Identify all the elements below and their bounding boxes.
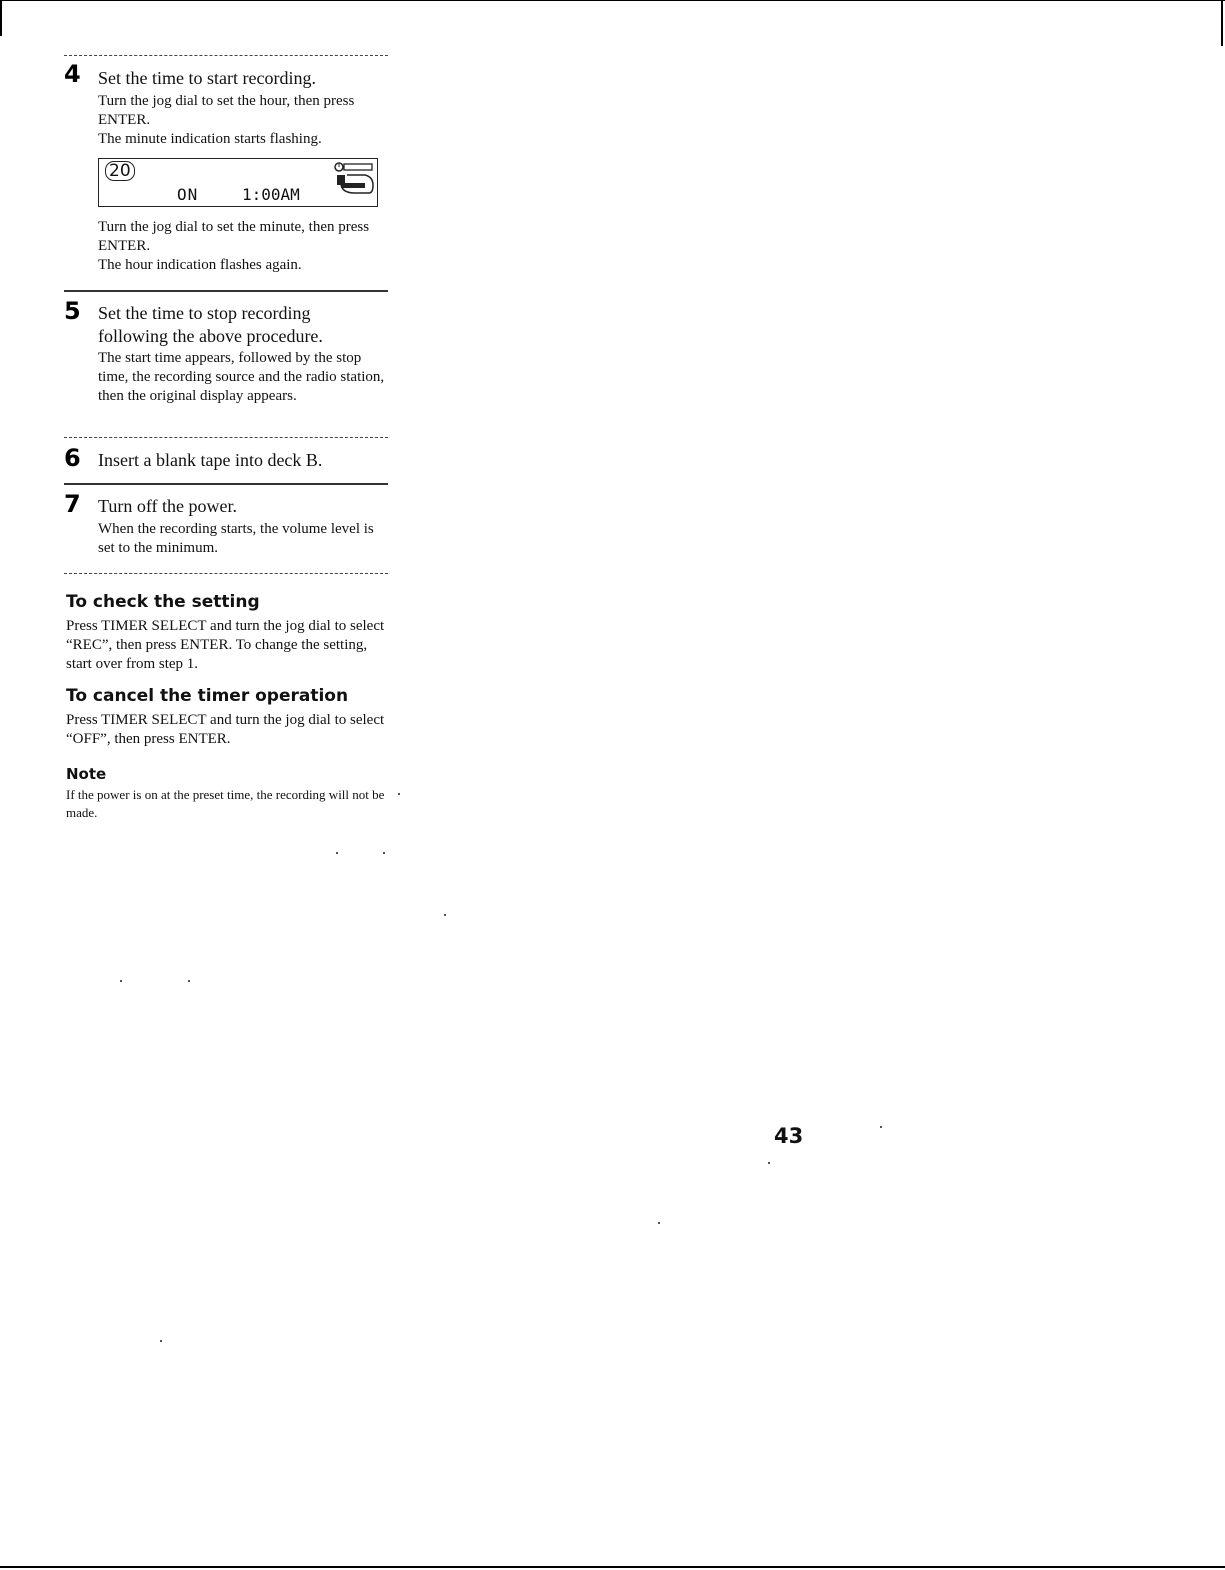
scan-speck (120, 980, 122, 982)
divider (64, 55, 388, 57)
step-body (98, 520, 388, 558)
divider (64, 437, 388, 439)
step-number: 6 (64, 444, 81, 472)
divider (64, 290, 388, 292)
lcd-display (98, 158, 378, 207)
scan-speck (336, 852, 338, 854)
section-heading: To cancel the timer operation (66, 686, 349, 706)
step-body (98, 349, 388, 406)
page-edge-left (0, 0, 2, 36)
step-number: 5 (64, 297, 81, 325)
step-title: Set the time to start recording. (98, 68, 316, 88)
section-body: Press TIMER SELECT and turn the jog dial to select “OFF”, then press ENTER. (66, 712, 385, 747)
step-title: Set the time to stop recording following the above procedure. (98, 303, 323, 346)
step-text: When the recording starts, the volume level is set to the minimum. (98, 521, 374, 556)
scan-speck (160, 1340, 162, 1342)
step-body (98, 218, 388, 275)
step-title: Turn off the power. (98, 496, 237, 516)
page-edge-top (0, 0, 1225, 1)
step-text: The start time appears, followed by the stop time, the recording source and the radio station, then the original display appears. (98, 350, 385, 404)
step-text: Turn the jog dial to set the hour, then press ENTER. (98, 93, 355, 128)
note-heading: Note (66, 765, 107, 783)
lcd-time: 1:00AM (242, 185, 300, 204)
timer-record-icon (333, 161, 375, 206)
scan-speck (880, 1126, 882, 1128)
lcd-channel: 20 (105, 161, 135, 181)
scan-speck (658, 1222, 660, 1224)
step-body (98, 92, 388, 149)
scan-speck (444, 914, 446, 916)
step-number: 4 (64, 60, 81, 88)
note-body: If the power is on at the preset time, the recording will not be made. (66, 787, 385, 820)
section-heading: To check the setting (66, 592, 260, 612)
scan-speck (188, 980, 190, 982)
lcd-status: ON (177, 185, 199, 204)
scan-speck (398, 793, 400, 795)
page-edge-right (1221, 0, 1223, 46)
step-text: The minute indication starts flashing. (98, 131, 322, 147)
divider (64, 573, 388, 575)
page-number: 43 (774, 1124, 804, 1148)
scan-speck (768, 1162, 770, 1164)
section-body: Press TIMER SELECT and turn the jog dial to select “REC”, then press ENTER. To change the setting, start over from step 1. (66, 618, 385, 672)
step-text: The hour indication flashes again. (98, 257, 302, 273)
step-title: Insert a blank tape into deck B. (98, 450, 323, 470)
scan-speck (383, 852, 385, 854)
step-number: 7 (64, 490, 81, 518)
divider (64, 483, 388, 485)
step-text: Turn the jog dial to set the minute, then press ENTER. (98, 219, 370, 254)
page-edge-bottom (0, 1566, 1225, 1568)
